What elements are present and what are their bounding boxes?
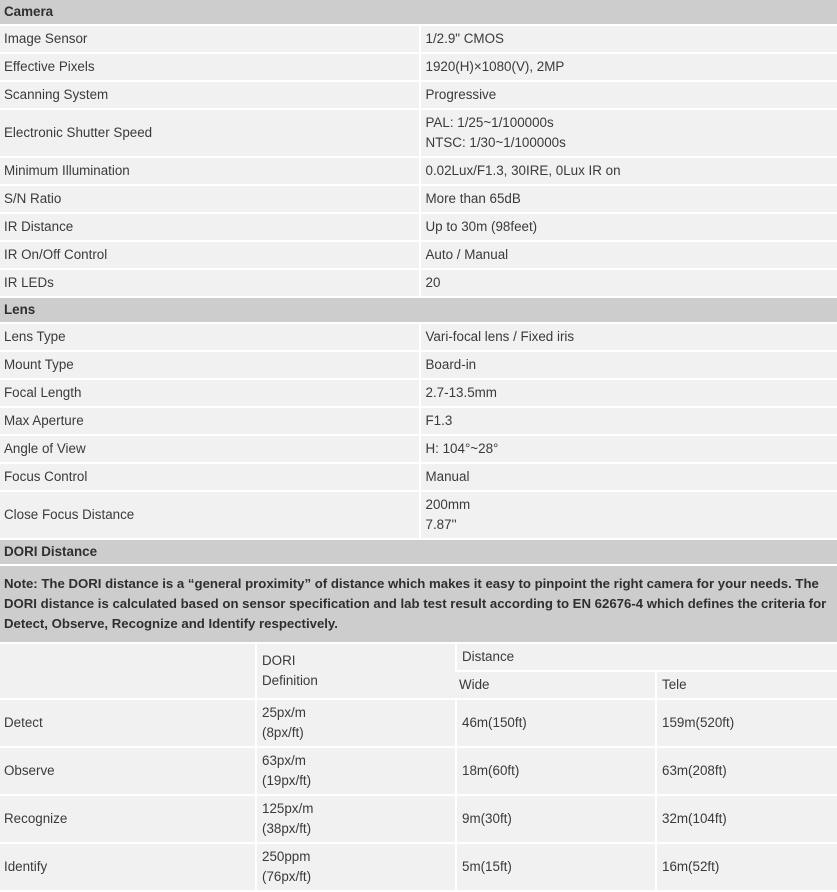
section-title: Lens [0, 298, 837, 324]
spec-row [0, 54, 837, 82]
dori-definition-line: (76px/ft) [262, 867, 451, 887]
spec-label: Mount Type [0, 352, 419, 380]
spec-value: Vari-focal lens / Fixed iris [419, 324, 837, 352]
dori-definition [255, 796, 455, 844]
section-header-lens [0, 298, 837, 324]
spec-label: Focus Control [0, 464, 419, 492]
spec-row [0, 158, 837, 186]
dori-wide: 18m(60ft) [455, 748, 655, 796]
dori-definition-line: (19px/ft) [262, 771, 451, 791]
dori-header-row [0, 644, 837, 672]
spec-value: Board-in [419, 352, 837, 380]
dori-tele: 63m(208ft) [655, 748, 837, 796]
spec-row [0, 110, 837, 158]
dori-note: Note: The DORI distance is a “general proximity” of distance which makes it easy to pinpoint the right camera for your needs. The DORI distance is calculated based on sensor specification and lab test result according to EN 62676-4 which defines the criteria for Detect, Observe, Recognize and Identify respectively. [0, 566, 837, 644]
section-title: Camera [0, 0, 837, 26]
spec-label: Focal Length [0, 380, 419, 408]
spec-value: H: 104°~28° [419, 436, 837, 464]
spec-label: Scanning System [0, 82, 419, 110]
dori-row [0, 748, 837, 796]
dori-definition-header [255, 644, 455, 700]
spec-label: IR Distance [0, 214, 419, 242]
dori-definition [255, 748, 455, 796]
spec-value: Auto / Manual [419, 242, 837, 270]
dori-definition-line: (38px/ft) [262, 819, 451, 839]
spec-row [0, 324, 837, 352]
spec-value: More than 65dB [419, 186, 837, 214]
spec-label: Minimum Illumination [0, 158, 419, 186]
spec-row [0, 492, 837, 540]
dori-distance-header: Distance [455, 644, 837, 672]
section-header-dori [0, 540, 837, 566]
dori-definition [255, 844, 455, 892]
dori-wide-header: Wide [455, 672, 655, 700]
spec-value: F1.3 [419, 408, 837, 436]
dori-label: Identify [0, 844, 255, 892]
dori-definition-line: 250ppm [262, 847, 451, 867]
dori-tele: 32m(104ft) [655, 796, 837, 844]
spec-value: Manual [419, 464, 837, 492]
spec-label: Lens Type [0, 324, 419, 352]
spec-value: 1920(H)×1080(V), 2MP [419, 54, 837, 82]
spec-row [0, 464, 837, 492]
section-title: DORI Distance [0, 540, 837, 566]
spec-value-line: PAL: 1/25~1/100000s [426, 113, 834, 133]
spec-value-line: 200mm [426, 495, 834, 515]
spec-label: S/N Ratio [0, 186, 419, 214]
dori-definition [255, 700, 455, 748]
dori-definition-header-line: DORI [262, 651, 451, 671]
dori-corner-cell [0, 644, 255, 700]
spec-row [0, 82, 837, 110]
dori-label: Detect [0, 700, 255, 748]
spec-value: 1/2.9" CMOS [419, 26, 837, 54]
dori-wide: 9m(30ft) [455, 796, 655, 844]
dori-definition-line: 25px/m [262, 703, 451, 723]
spec-row [0, 352, 837, 380]
spec-value: 20 [419, 270, 837, 298]
spec-value-line: NTSC: 1/30~1/100000s [426, 133, 834, 153]
spec-label: Effective Pixels [0, 54, 419, 82]
dori-row [0, 844, 837, 892]
spec-value-line: 7.87'' [426, 515, 834, 535]
spec-value: Progressive [419, 82, 837, 110]
spec-label: Image Sensor [0, 26, 419, 54]
dori-wide: 5m(15ft) [455, 844, 655, 892]
spec-label: Close Focus Distance [0, 492, 419, 540]
dori-row [0, 700, 837, 748]
spec-row [0, 214, 837, 242]
spec-row [0, 26, 837, 54]
dori-definition-header-line: Definition [262, 671, 451, 691]
spec-row [0, 380, 837, 408]
spec-value: 2.7-13.5mm [419, 380, 837, 408]
section-header-camera [0, 0, 837, 26]
spec-row [0, 186, 837, 214]
spec-value: Up to 30m (98feet) [419, 214, 837, 242]
spec-value [419, 110, 837, 158]
dori-label: Recognize [0, 796, 255, 844]
spec-row [0, 436, 837, 464]
dori-tele: 16m(52ft) [655, 844, 837, 892]
dori-tele-header: Tele [655, 672, 837, 700]
spec-label: Electronic Shutter Speed [0, 110, 419, 158]
spec-value [419, 492, 837, 540]
spec-label: Angle of View [0, 436, 419, 464]
spec-label: IR On/Off Control [0, 242, 419, 270]
dori-row [0, 796, 837, 844]
spec-row [0, 270, 837, 298]
dori-tele: 159m(520ft) [655, 700, 837, 748]
dori-wide: 46m(150ft) [455, 700, 655, 748]
spec-label: IR LEDs [0, 270, 419, 298]
dori-definition-line: 63px/m [262, 751, 451, 771]
dori-label: Observe [0, 748, 255, 796]
dori-table [0, 644, 837, 892]
spec-value: 0.02Lux/F1.3, 30IRE, 0Lux IR on [419, 158, 837, 186]
dori-definition-line: 125px/m [262, 799, 451, 819]
spec-row [0, 242, 837, 270]
spec-label: Max Aperture [0, 408, 419, 436]
dori-note-row [0, 566, 837, 644]
dori-definition-line: (8px/ft) [262, 723, 451, 743]
spec-row [0, 408, 837, 436]
